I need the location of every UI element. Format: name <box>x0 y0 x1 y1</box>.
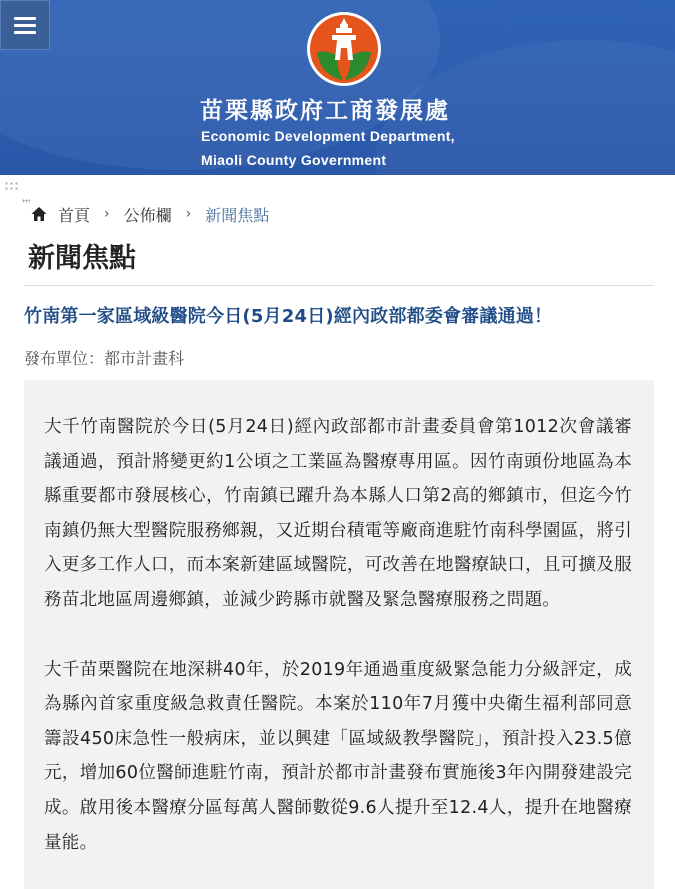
site-header <box>0 0 675 175</box>
drag-handle-icon <box>4 181 18 191</box>
county-emblem-icon[interactable] <box>305 10 383 88</box>
menu-bar <box>14 17 36 20</box>
article-paragraph: 大千竹南醫院於今日(5月24日)經內政部都市計畫委員會第1012次會議審議通過，預計將變更約1公頃之工業區為醫療專用區。因竹南頭份地區為本縣重要都市發展核心，竹南鎮已躍升為本縣人口第2高的鄉鎮市，但迄今竹南鎮仍無大型醫院服務鄉親，又近期台積電等廠商進駐竹南科學園區，將引入更多工作人口，而本案新建區域醫院，可改善在地醫療缺口，且可擴及服務苗北地區周邊鄉鎮，並減少跨縣市就醫及緊急醫療服務之問題。 <box>44 417 632 610</box>
menu-bar <box>14 31 36 34</box>
home-icon[interactable] <box>30 205 48 223</box>
org-name-english-line1: Economic Development Department, <box>201 128 455 144</box>
menu-bar <box>14 24 36 27</box>
publisher-unit: 發布單位：都市計畫科 <box>24 349 185 368</box>
breadcrumb-current-link[interactable]: 新聞焦點 <box>205 205 270 225</box>
article-paragraph: 大千苗栗醫院在地深耕40年，於2019年通過重度級緊急能力分級評定，成為縣內首家重度級急救責任醫院。本案於110年7月獲中央衛生福利部同意籌設450床急性一般病床，並以興建「區域級教學醫院」，預計投入23.5億元，增加60位醫師進駐竹南，預計於都市計畫發布實施後3年內開發建設完成。啟用後本醫療分區每萬人醫師數從9.6人提升至12.4人，提升在地醫療量能。 <box>44 659 632 853</box>
breadcrumb-marker-icon <box>22 199 30 203</box>
breadcrumb-separator-icon: › <box>185 206 192 222</box>
org-name-english-line2: Miaoli County Government <box>201 152 387 168</box>
org-name-chinese: 苗栗縣政府工商發展處 <box>200 98 450 124</box>
breadcrumb-separator-icon: › <box>104 206 110 222</box>
article-body <box>24 380 654 889</box>
breadcrumb-bulletin-link[interactable]: 公佈欄 <box>123 205 172 225</box>
breadcrumb <box>24 202 269 226</box>
article-title: 竹南第一家區域級醫院今日(5月24日)經內政部都委會審議通過！ <box>24 306 553 327</box>
breadcrumb-home-link[interactable]: 首頁 <box>58 205 91 225</box>
page-title: 新聞焦點 <box>24 236 654 286</box>
hamburger-menu-button[interactable] <box>0 0 50 50</box>
